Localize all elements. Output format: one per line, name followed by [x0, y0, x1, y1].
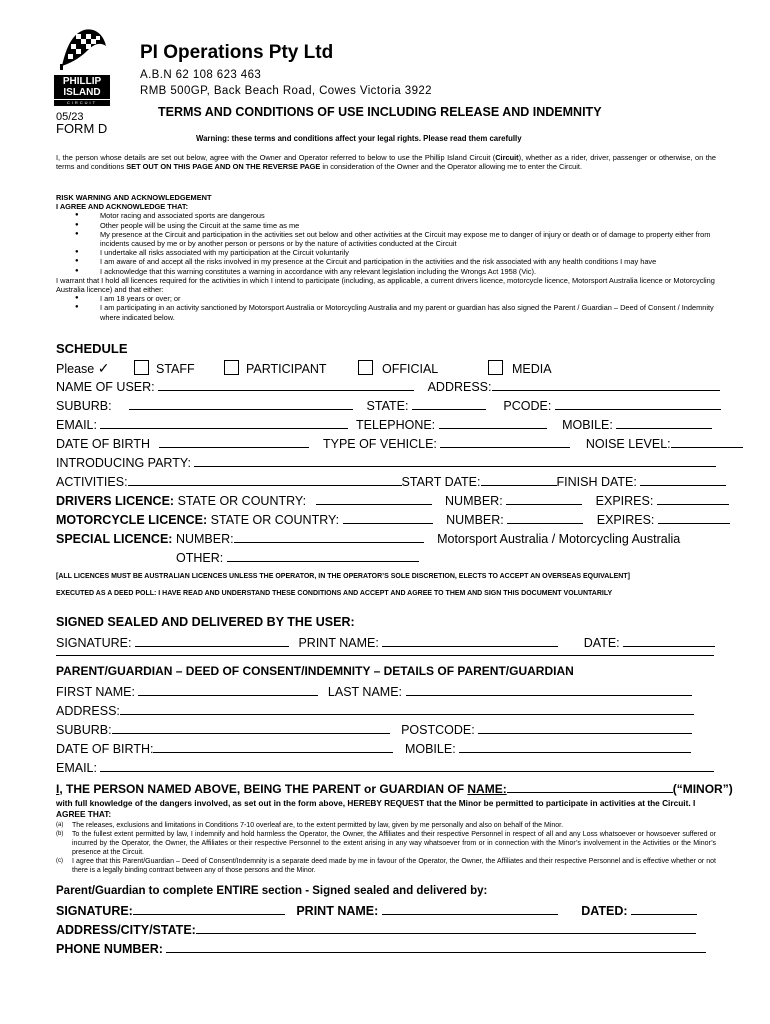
suburb-row: [56, 398, 721, 415]
guardian-dob-row: [56, 741, 691, 758]
state-field[interactable]: [412, 398, 486, 410]
special-licence-row: [56, 531, 680, 548]
official-checkbox[interactable]: [358, 360, 373, 378]
name-of-user-label: NAME OF USER:: [56, 380, 155, 394]
intro-paragraph: I, the person whose details are set out below, agree with the Owner and Operator referred to below to use the Phillip Island Circuit (Circuit), whether as a rider, driver, passenger or otherwise, on the terms and conditions SET OUT ON THIS PAGE AND ON THE REVERSE PAGE in consideration of the Owner and the Operator allowing me to enter the Circuit.: [56, 153, 717, 172]
motorcycle-number-label: NUMBER:: [446, 513, 504, 527]
logo-text-circuit: CIRCUIT: [54, 100, 110, 106]
guardian-name-row: [56, 684, 692, 701]
signed-heading: SIGNED SEALED AND DELIVERED BY THE USER:: [56, 615, 355, 629]
user-print-name-label: PRINT NAME:: [298, 636, 379, 650]
guardian-address-city-label: ADDRESS/CITY/STATE:: [56, 923, 196, 937]
other-label: OTHER:: [176, 551, 224, 565]
special-number-label: NUMBER:: [175, 532, 234, 546]
other-field[interactable]: [227, 550, 419, 562]
guardian-address-field[interactable]: [120, 703, 694, 715]
motorcycle-licence-label: MOTORCYCLE LICENCE:: [56, 513, 208, 527]
other-row: [176, 550, 419, 567]
drivers-licence-label: DRIVERS LICENCE:: [56, 494, 175, 508]
motorcycle-expires-label: EXPIRES:: [596, 513, 655, 527]
mobile-label: MOBILE:: [562, 418, 613, 432]
guardian-postcode-label: POSTCODE:: [401, 723, 475, 737]
guardian-clauses: [56, 821, 716, 875]
drivers-expires-label: EXPIRES:: [595, 494, 654, 508]
minor-name-field[interactable]: [507, 781, 673, 793]
guardian-first-name-field[interactable]: [138, 684, 318, 696]
warrant-text: I warrant that I hold all licences required for the activities in which I intend to participate (including, as applicable, a current drivers licence, motorcycle licence, Motorsport Australia licence or Motorcycling Australia licence) and that either:: [56, 275, 715, 295]
guardian-address-row: [56, 703, 694, 720]
official-label: OFFICIAL: [382, 362, 439, 376]
guardian-postcode-field[interactable]: [478, 722, 692, 734]
list-item: ● I undertake all risks associated with my participation at the Circuit voluntarily: [100, 248, 716, 257]
user-signature-row: [56, 635, 715, 652]
chequered-flag-icon: [54, 28, 110, 70]
motorcycle-state-label: STATE OR COUNTRY:: [210, 513, 340, 527]
user-signature-label: SIGNATURE:: [56, 636, 132, 650]
guardian-email-label: EMAIL:: [56, 761, 97, 775]
risk-subheading: I AGREE AND ACKNOWLEDGE THAT:: [56, 202, 189, 212]
tick-icon: ✓: [97, 360, 110, 376]
staff-checkbox[interactable]: [134, 360, 149, 378]
special-licence-label: SPECIAL LICENCE:: [56, 532, 173, 546]
please-label: Please: [56, 362, 95, 376]
guardian-email-field[interactable]: [100, 760, 714, 772]
noise-label: NOISE LEVEL:: [585, 437, 671, 451]
introducing-field[interactable]: [194, 455, 716, 467]
name-address-row: [56, 379, 720, 396]
telephone-label: TELEPHONE:: [355, 418, 436, 432]
guardian-signature-field[interactable]: [133, 903, 285, 915]
clause-c: (c) I agree that this Parent/Guardian – Deed of Consent/Indemnity is a separate deed made by me in favour of the Operator, the Owner, the Affiliates and their respective Personnel and is effective whether or not there is a legally binding contract between any of those persons and the Minor.: [56, 858, 716, 874]
list-item: ● Other people will be using the Circuit at the same time as me: [100, 221, 716, 230]
guardian-mobile-label: MOBILE:: [404, 742, 456, 756]
start-date-field[interactable]: [481, 474, 557, 486]
form-name: FORM D: [56, 121, 108, 136]
guardian-phone-field[interactable]: [166, 941, 706, 953]
dob-label: DATE OF BIRTH: [56, 437, 150, 451]
list-item: ● I am aware of and accept all the risks involved in my presence at the Circuit and participation in the activities and the risk associated with any health conditions I may have: [100, 257, 716, 266]
form-date: 05/23: [56, 111, 84, 123]
user-date-label: DATE:: [583, 636, 620, 650]
motorcycle-number-field[interactable]: [507, 512, 583, 524]
vehicle-label: TYPE OF VEHICLE:: [322, 437, 437, 451]
media-checkbox[interactable]: [488, 360, 503, 378]
motorcycle-licence-row: [56, 512, 730, 529]
dob-row: [56, 436, 743, 453]
guardian-last-name-label: LAST NAME:: [327, 685, 403, 699]
introducing-row: [56, 455, 716, 472]
user-date-field[interactable]: [623, 635, 715, 647]
company-address: RMB 500GP, Back Beach Road, Cowes Victoria 3922: [140, 85, 432, 97]
drivers-state-label: STATE OR COUNTRY:: [177, 494, 307, 508]
drivers-state-field[interactable]: [316, 493, 432, 505]
list-item: ● I am participating in an activity sanctioned by Motorsport Australia or Motorcycling Australia and my parent or guardian has also signed the Parent / Guardian – Deed of Consent / Indemnity where indicated below.: [100, 303, 716, 321]
guardian-dated-label: DATED:: [581, 904, 628, 918]
list-item: ● My presence at the Circuit and participation in the activities set out below and other activities at the Circuit may expose me to danger of injury or death or of damage to property either from incidents caused by me or by another person or persons or by the nature of activities conducted at the Circuit: [100, 230, 716, 248]
guardian-address-city-row: [56, 922, 696, 939]
guardian-request: with full knowledge of the dangers involved, as set out in the form above, HEREBY REQUEST that the Minor be permitted to participate in activities at the Circuit. I AGREE THAT:: [56, 798, 696, 819]
guardian-first-name-label: FIRST NAME:: [56, 685, 135, 699]
licence-note: [ALL LICENCES MUST BE AUSTRALIAN LICENCES UNLESS THE OPERATOR, IN THE OPERATOR’S SOLE DISCRETION, ELECTS TO ACCEPT AN OVERSEAS EQUIVALENT]: [56, 573, 630, 580]
mobile-field[interactable]: [616, 417, 712, 429]
guardian-signature-label: SIGNATURE:: [56, 904, 133, 918]
company-name: PI Operations Pty Ltd: [140, 42, 334, 63]
guardian-suburb-row: [56, 722, 692, 739]
phillip-island-logo: [54, 28, 110, 106]
user-type-row: [56, 360, 109, 378]
guardian-heading: PARENT/GUARDIAN – DEED OF CONSENT/INDEMNITY – DETAILS OF PARENT/GUARDIAN: [56, 664, 574, 678]
clause-a: (a) The releases, exclusions and limitations in Conditions 7-10 overleaf are, to the extent permitted by law, given by me personally and also on behalf of the Minor.: [56, 822, 564, 829]
logo-text-island: ISLAND: [63, 87, 101, 98]
logo-text-phillip: PHILLIP: [62, 76, 102, 87]
vehicle-field[interactable]: [440, 436, 570, 448]
divider: [56, 655, 714, 656]
guardian-phone-label: PHONE NUMBER:: [56, 942, 163, 956]
guardian-suburb-field[interactable]: [112, 722, 390, 734]
motorcycle-state-field[interactable]: [343, 512, 433, 524]
list-item: ● Motor racing and associated sports are dangerous: [100, 211, 716, 220]
address-field[interactable]: [492, 379, 720, 391]
email-row: [56, 417, 712, 434]
drivers-number-label: NUMBER:: [445, 494, 503, 508]
activities-row: [56, 474, 726, 491]
suburb-field[interactable]: [129, 398, 353, 410]
introducing-label: INTRODUCING PARTY:: [56, 456, 191, 470]
state-label: STATE:: [366, 399, 409, 413]
warning-text: Warning: these terms and conditions affect your legal rights. Please read them carefully: [196, 134, 522, 143]
guardian-dated-field[interactable]: [631, 903, 697, 915]
deed-poll-text: EXECUTED AS A DEED POLL: I HAVE READ AND UNDERSTAND THESE CONDITIONS AND ACCEPT AND AGREE TO THEM AND SIGN THIS DOCUMENT VOLUNTARILY: [56, 590, 613, 597]
clause-b: (b) To the fullest extent permitted by law, I indemnify and hold harmless the Operator, the Owner, the Affiliates and their respective Personnel in respect of all and any Loss whatsoever or howsoever suffered or incurred by the Operator, the Owner, the Affiliates or their respective Personnel to the extent arising in any way whatsoever from or in connection with the Minor’s involvement in the Activities or the Minor’s presence at the Circuit.: [56, 831, 716, 856]
guardian-email-row: [56, 760, 714, 777]
activities-field[interactable]: [128, 474, 402, 486]
guardian-address-city-field[interactable]: [196, 922, 696, 934]
list-item: ● I acknowledge that this warning constitutes a warning in accordance with any relevant legislation including the Wrongs Act 1958 (Vic).: [100, 267, 716, 276]
start-date-label: START DATE:: [401, 475, 481, 489]
noise-field[interactable]: [671, 436, 743, 448]
drivers-number-field[interactable]: [506, 493, 582, 505]
address-label: ADDRESS:: [427, 380, 492, 394]
schedule-heading: SCHEDULE: [56, 341, 128, 356]
email-field[interactable]: [100, 417, 348, 429]
guardian-signature-row: [56, 903, 697, 920]
guardian-dob-field[interactable]: [153, 741, 393, 753]
guardian-mobile-field[interactable]: [459, 741, 691, 753]
staff-label: STAFF: [156, 362, 195, 376]
pcode-field[interactable]: [555, 398, 721, 410]
email-label: EMAIL:: [56, 418, 97, 432]
special-number-field[interactable]: [234, 531, 424, 543]
user-signature-field[interactable]: [135, 635, 289, 647]
finish-date-label: FINISH DATE:: [556, 475, 637, 489]
participant-label: PARTICIPANT: [246, 362, 327, 376]
name-of-user-field[interactable]: [158, 379, 414, 391]
guardian-last-name-field[interactable]: [406, 684, 692, 696]
suburb-label: SUBURB:: [56, 399, 112, 413]
guardian-print-name-label: PRINT NAME:: [296, 904, 379, 918]
guardian-print-name-field[interactable]: [382, 903, 558, 915]
pcode-label: PCODE:: [503, 399, 552, 413]
document-title: TERMS AND CONDITIONS OF USE INCLUDING RELEASE AND INDEMNITY: [158, 105, 602, 119]
guardian-complete-text: Parent/Guardian to complete ENTIRE section - Signed sealed and delivered by:: [56, 885, 488, 897]
guardian-phone-row: [56, 941, 706, 958]
risk-section: [56, 193, 716, 322]
company-abn: A.B.N 62 108 623 463: [140, 69, 262, 81]
finish-date-field[interactable]: [640, 474, 726, 486]
list-item: ● I am 18 years or over; or: [100, 294, 716, 303]
media-label: MEDIA: [512, 362, 552, 376]
drivers-expires-field[interactable]: [657, 493, 729, 505]
telephone-field[interactable]: [439, 417, 547, 429]
activities-label: ACTIVITIES:: [56, 475, 128, 489]
participant-checkbox[interactable]: [224, 360, 239, 378]
guardian-dob-label: DATE OF BIRTH:: [56, 742, 154, 756]
msa-label: Motorsport Australia / Motorcycling Australia: [437, 532, 681, 546]
risk-heading: RISK WARNING AND ACKNOWLEDGEMENT: [56, 193, 212, 202]
guardian-suburb-label: SUBURB:: [56, 723, 112, 737]
guardian-address-label: ADDRESS:: [56, 704, 120, 718]
parent-declaration-line: I, THE PERSON NAMED ABOVE, BEING THE PARENT or GUARDIAN OF NAME: (“MINOR”): [56, 782, 733, 796]
dob-field[interactable]: [159, 436, 309, 448]
user-print-name-field[interactable]: [382, 635, 558, 647]
motorcycle-expires-field[interactable]: [658, 512, 730, 524]
drivers-licence-row: [56, 493, 729, 510]
